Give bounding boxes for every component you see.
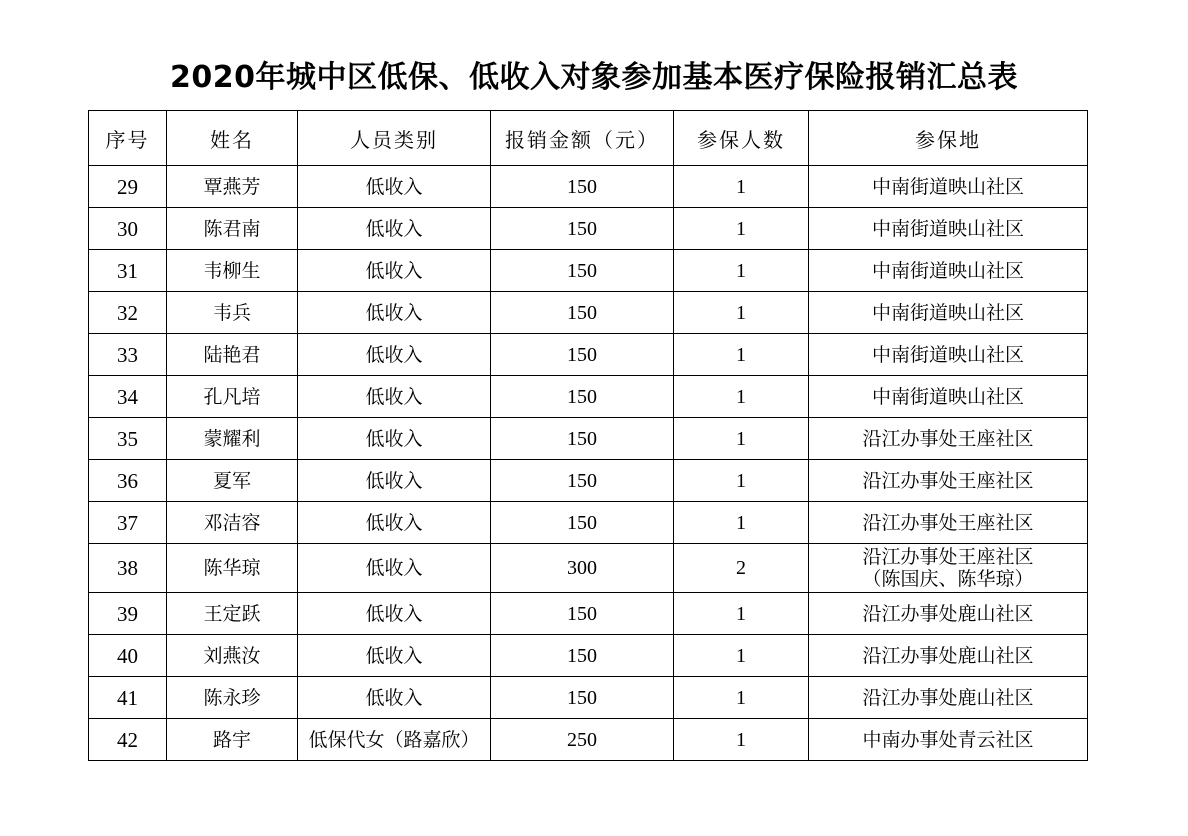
table-row: [89, 166, 1088, 208]
cell-count: 1: [674, 635, 809, 677]
cell-category: 低保代女（路嘉欣）: [298, 719, 491, 761]
cell-category: 低收入: [298, 593, 491, 635]
cell-seq: 40: [89, 635, 167, 677]
table-row: [89, 250, 1088, 292]
cell-place: 沿江办事处鹿山社区: [809, 635, 1088, 677]
cell-category: 低收入: [298, 677, 491, 719]
report-table: [88, 110, 1088, 761]
cell-seq: 29: [89, 166, 167, 208]
cell-name: 韦柳生: [167, 250, 298, 292]
cell-category: 低收入: [298, 376, 491, 418]
page-title: 2020年城中区低保、低收入对象参加基本医疗保险报销汇总表: [170, 60, 1018, 95]
cell-count: 1: [674, 208, 809, 250]
table-row: [89, 593, 1088, 635]
cell-amount: 150: [491, 593, 674, 635]
cell-name: 夏军: [167, 460, 298, 502]
cell-amount: 300: [491, 544, 674, 593]
cell-count: 1: [674, 593, 809, 635]
table-row: [89, 635, 1088, 677]
cell-place: 沿江办事处王座社区: [809, 502, 1088, 544]
cell-name: 路宇: [167, 719, 298, 761]
cell-category: 低收入: [298, 208, 491, 250]
table-row: [89, 502, 1088, 544]
cell-amount: 150: [491, 677, 674, 719]
table-row: [89, 719, 1088, 761]
cell-count: 1: [674, 719, 809, 761]
cell-place: [809, 544, 1088, 593]
cell-name: 覃燕芳: [167, 166, 298, 208]
table-body: [89, 166, 1088, 761]
table-row: [89, 460, 1088, 502]
cell-category: 低收入: [298, 418, 491, 460]
cell-place: 沿江办事处王座社区: [809, 460, 1088, 502]
cell-name: 蒙耀利: [167, 418, 298, 460]
cell-place: 中南街道映山社区: [809, 376, 1088, 418]
cell-count: 1: [674, 250, 809, 292]
cell-name: 陈君南: [167, 208, 298, 250]
cell-seq: 42: [89, 719, 167, 761]
cell-amount: 150: [491, 208, 674, 250]
cell-place: 中南办事处青云社区: [809, 719, 1088, 761]
cell-seq: 39: [89, 593, 167, 635]
cell-place: 沿江办事处王座社区: [809, 418, 1088, 460]
cell-count: 1: [674, 460, 809, 502]
cell-seq: 37: [89, 502, 167, 544]
table-row: [89, 208, 1088, 250]
column-header-seq: 序号: [89, 111, 167, 166]
cell-seq: 38: [89, 544, 167, 593]
cell-category: 低收入: [298, 544, 491, 593]
cell-category: 低收入: [298, 334, 491, 376]
column-header-category: 人员类别: [298, 111, 491, 166]
cell-name: 刘燕汝: [167, 635, 298, 677]
cell-seq: 35: [89, 418, 167, 460]
table-row: [89, 677, 1088, 719]
cell-seq: 41: [89, 677, 167, 719]
column-header-count: 参保人数: [674, 111, 809, 166]
table-row: [89, 292, 1088, 334]
column-header-name: 姓名: [167, 111, 298, 166]
cell-category: 低收入: [298, 292, 491, 334]
table-row: [89, 334, 1088, 376]
place-note-line: （陈国庆、陈华琼）: [862, 568, 1034, 590]
cell-category: 低收入: [298, 166, 491, 208]
place-line: 沿江办事处王座社区: [862, 546, 1034, 568]
cell-amount: 150: [491, 460, 674, 502]
cell-name: 陆艳君: [167, 334, 298, 376]
table-row: [89, 544, 1088, 593]
cell-amount: 150: [491, 502, 674, 544]
cell-place: 中南街道映山社区: [809, 208, 1088, 250]
cell-count: 1: [674, 292, 809, 334]
table-row: [89, 418, 1088, 460]
cell-seq: 36: [89, 460, 167, 502]
cell-name: 邓洁容: [167, 502, 298, 544]
cell-category: 低收入: [298, 460, 491, 502]
cell-name: 王定跃: [167, 593, 298, 635]
cell-count: 1: [674, 334, 809, 376]
cell-amount: 150: [491, 166, 674, 208]
cell-amount: 150: [491, 292, 674, 334]
cell-count: 1: [674, 502, 809, 544]
cell-count: 1: [674, 418, 809, 460]
cell-count: 1: [674, 677, 809, 719]
column-header-amount: 报销金额（元）: [491, 111, 674, 166]
cell-amount: 150: [491, 334, 674, 376]
cell-seq: 34: [89, 376, 167, 418]
cell-count: 2: [674, 544, 809, 593]
cell-seq: 33: [89, 334, 167, 376]
cell-count: 1: [674, 166, 809, 208]
cell-category: 低收入: [298, 502, 491, 544]
cell-place: 中南街道映山社区: [809, 166, 1088, 208]
cell-place: 沿江办事处鹿山社区: [809, 677, 1088, 719]
cell-amount: 150: [491, 635, 674, 677]
cell-seq: 30: [89, 208, 167, 250]
cell-amount: 250: [491, 719, 674, 761]
cell-category: 低收入: [298, 250, 491, 292]
header-row: [89, 111, 1088, 166]
cell-name: 孔凡培: [167, 376, 298, 418]
cell-place: 中南街道映山社区: [809, 334, 1088, 376]
cell-seq: 32: [89, 292, 167, 334]
cell-place: 中南街道映山社区: [809, 292, 1088, 334]
cell-amount: 150: [491, 376, 674, 418]
cell-count: 1: [674, 376, 809, 418]
cell-amount: 150: [491, 418, 674, 460]
cell-name: 陈华琼: [167, 544, 298, 593]
cell-category: 低收入: [298, 635, 491, 677]
cell-place: 沿江办事处鹿山社区: [809, 593, 1088, 635]
table-row: [89, 376, 1088, 418]
cell-amount: 150: [491, 250, 674, 292]
cell-name: 韦兵: [167, 292, 298, 334]
column-header-place: 参保地: [809, 111, 1088, 166]
cell-seq: 31: [89, 250, 167, 292]
cell-place: 中南街道映山社区: [809, 250, 1088, 292]
cell-name: 陈永珍: [167, 677, 298, 719]
